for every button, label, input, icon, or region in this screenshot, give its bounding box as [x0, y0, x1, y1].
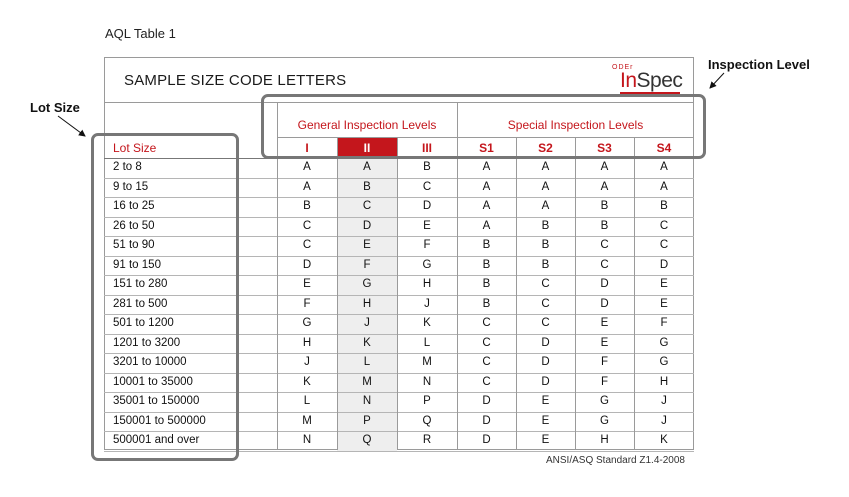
- code-letter-cell: A: [482, 161, 491, 173]
- column-header-s4: S4: [656, 141, 672, 155]
- code-letter-cell: K: [660, 434, 668, 446]
- code-letter-cell: A: [660, 161, 668, 173]
- code-letter-cell: D: [600, 278, 609, 290]
- code-letter-cell: F: [423, 239, 431, 251]
- code-letter-cell: D: [422, 200, 432, 212]
- logo-brand-spec: Spec: [636, 69, 683, 92]
- code-letter-cell: C: [541, 278, 550, 290]
- code-letter-cell: N: [362, 395, 372, 407]
- code-letter-cell: N: [302, 434, 312, 446]
- code-letter-cell: C: [600, 239, 609, 251]
- table-title: SAMPLE SIZE CODE LETTERS: [124, 72, 347, 89]
- code-letter-cell: E: [660, 297, 668, 310]
- code-letter-cell: H: [362, 297, 372, 310]
- code-letter-cell: Q: [422, 414, 432, 427]
- code-letter-cell: B: [482, 258, 491, 271]
- code-letter-cell: J: [304, 356, 310, 368]
- code-letter-cell: A: [482, 180, 491, 193]
- lot-size-cell: 16 to 25: [113, 200, 155, 212]
- code-letter-cell: D: [600, 297, 609, 310]
- code-letter-cell: D: [482, 434, 491, 446]
- lot-size-cell: 91 to 150: [113, 258, 161, 271]
- code-letter-cell: P: [363, 414, 371, 427]
- code-letter-cell: K: [303, 375, 311, 388]
- lot-size-cell: 151 to 280: [113, 278, 168, 290]
- column-divider: [397, 137, 398, 450]
- inspection-level-callout-label: Inspection Level: [708, 57, 810, 72]
- lot-size-cell: 150001 to 500000: [113, 414, 206, 427]
- code-letter-cell: A: [303, 161, 311, 173]
- code-letter-cell: G: [659, 336, 669, 349]
- code-letter-cell: G: [600, 414, 609, 427]
- code-letter-cell: D: [362, 219, 372, 232]
- code-letter-cell: A: [600, 180, 609, 193]
- column-header-iii: III: [421, 141, 432, 155]
- column-header-s1: S1: [479, 141, 494, 155]
- code-letter-cell: B: [600, 219, 609, 232]
- lot-size-cell: 281 to 500: [113, 297, 168, 310]
- code-letter-cell: F: [600, 356, 609, 368]
- code-letter-cell: D: [541, 375, 550, 388]
- lot-size-cell: 51 to 90: [113, 239, 155, 251]
- code-letter-cell: D: [302, 258, 312, 271]
- code-letter-cell: C: [482, 317, 491, 329]
- general-levels-group-header: General Inspection Levels: [297, 118, 437, 132]
- code-letter-cell: G: [659, 356, 669, 368]
- code-letter-cell: D: [659, 258, 669, 271]
- code-letter-cell: C: [482, 336, 491, 349]
- code-letter-cell: M: [422, 356, 432, 368]
- code-letter-cell: B: [423, 161, 431, 173]
- column-header-s2: S2: [538, 141, 553, 155]
- code-letter-cell: C: [482, 356, 491, 368]
- code-letter-cell: L: [363, 356, 371, 368]
- code-letter-cell: B: [660, 200, 668, 212]
- lot-size-column-header: Lot Size: [113, 141, 157, 155]
- code-letter-cell: D: [541, 336, 550, 349]
- code-letter-cell: B: [482, 297, 491, 310]
- code-letter-cell: E: [541, 434, 550, 446]
- code-letter-cell: E: [303, 278, 311, 290]
- lot-size-cell: 3201 to 10000: [113, 356, 187, 368]
- code-letter-cell: N: [422, 375, 432, 388]
- code-letter-cell: R: [422, 434, 432, 446]
- code-letter-cell: Q: [362, 434, 372, 446]
- code-letter-cell: A: [303, 180, 311, 193]
- lot-size-callout-label: Lot Size: [30, 100, 80, 115]
- code-letter-cell: G: [302, 317, 312, 329]
- code-letter-cell: B: [303, 200, 311, 212]
- code-letter-cell: F: [600, 375, 609, 388]
- code-letter-cell: J: [661, 414, 667, 427]
- code-letter-cell: F: [660, 317, 668, 329]
- code-letter-cell: C: [659, 239, 669, 251]
- code-letter-cell: C: [422, 180, 432, 193]
- column-divider: [634, 137, 635, 450]
- code-letter-cell: B: [541, 239, 550, 251]
- code-letter-cell: C: [541, 297, 550, 310]
- code-letter-cell: B: [541, 219, 550, 232]
- code-letter-cell: E: [600, 317, 609, 329]
- code-letter-cell: F: [363, 258, 371, 271]
- code-letter-cell: G: [422, 258, 432, 271]
- standard-footnote: ANSI/ASQ Standard Z1.4-2008: [546, 455, 685, 466]
- code-letter-cell: K: [423, 317, 431, 329]
- lot-size-cell: 26 to 50: [113, 219, 155, 232]
- code-letter-cell: A: [541, 161, 550, 173]
- code-letter-cell: H: [600, 434, 609, 446]
- special-levels-group-header: Special Inspection Levels: [507, 118, 644, 132]
- column-header-ii: II: [337, 138, 397, 158]
- inspection-level-callout-box: [261, 94, 706, 159]
- lot-size-cell: 2 to 8: [113, 161, 142, 173]
- code-letter-cell: M: [362, 375, 372, 388]
- code-letter-cell: H: [422, 278, 432, 290]
- code-letter-cell: E: [660, 278, 668, 290]
- lot-size-cell: 10001 to 35000: [113, 375, 193, 388]
- code-letter-cell: C: [482, 375, 491, 388]
- inspec-logo: [612, 64, 682, 94]
- code-letter-cell: P: [423, 395, 431, 407]
- code-letter-cell: M: [302, 414, 312, 427]
- code-letter-cell: A: [541, 200, 550, 212]
- lot-size-cell: 1201 to 3200: [113, 336, 181, 349]
- column-divider: [337, 137, 338, 450]
- page-caption: AQL Table 1: [105, 26, 176, 41]
- lot-size-callout-box: [91, 133, 239, 461]
- code-letter-cell: B: [363, 180, 371, 193]
- logo-small-text: ODEr: [612, 64, 634, 71]
- code-letter-cell: J: [661, 395, 667, 407]
- logo-brand-in: In: [620, 69, 637, 92]
- lot-size-cell: 501 to 1200: [113, 317, 174, 329]
- code-letter-cell: D: [482, 395, 491, 407]
- column-divider: [575, 137, 576, 450]
- column-divider: [516, 137, 517, 450]
- inspection-level-arrow: [710, 73, 724, 88]
- code-letter-cell: C: [302, 239, 312, 251]
- code-letter-cell: E: [600, 336, 609, 349]
- code-letter-cell: B: [482, 278, 491, 290]
- code-letter-cell: H: [302, 336, 312, 349]
- code-letter-cell: C: [302, 219, 312, 232]
- code-letter-cell: D: [541, 356, 550, 368]
- code-letter-cell: G: [362, 278, 372, 290]
- code-letter-cell: G: [600, 395, 609, 407]
- column-header-s3: S3: [597, 141, 612, 155]
- code-letter-cell: D: [482, 414, 491, 427]
- code-letter-cell: B: [541, 258, 550, 271]
- code-letter-cell: J: [364, 317, 370, 329]
- code-letter-cell: E: [541, 414, 550, 427]
- code-letter-cell: A: [482, 200, 491, 212]
- code-letter-cell: B: [482, 239, 491, 251]
- code-letter-cell: A: [482, 219, 491, 232]
- lot-size-cell: 35001 to 150000: [113, 395, 200, 407]
- code-letter-cell: H: [659, 375, 669, 388]
- code-letter-cell: K: [363, 336, 371, 349]
- code-letter-cell: E: [423, 219, 431, 232]
- code-letter-cell: J: [424, 297, 430, 310]
- code-letter-cell: C: [659, 219, 669, 232]
- code-letter-cell: A: [600, 161, 609, 173]
- code-letter-cell: F: [303, 297, 311, 310]
- column-header-i: I: [305, 141, 309, 155]
- code-letter-cell: C: [600, 258, 609, 271]
- code-letter-cell: E: [541, 395, 550, 407]
- code-letter-cell: A: [660, 180, 668, 193]
- code-letter-cell: A: [363, 161, 371, 173]
- code-letter-cell: E: [363, 239, 371, 251]
- code-letter-cell: L: [423, 336, 431, 349]
- lot-size-cell: 500001 and over: [113, 434, 200, 446]
- lot-size-cell: 9 to 15: [113, 180, 149, 193]
- code-letter-cell: C: [362, 200, 372, 212]
- code-letter-cell: L: [303, 395, 311, 407]
- code-letter-cell: C: [541, 317, 550, 329]
- code-letter-cell: B: [600, 200, 609, 212]
- code-letter-cell: A: [541, 180, 550, 193]
- lot-size-arrow: [58, 116, 85, 136]
